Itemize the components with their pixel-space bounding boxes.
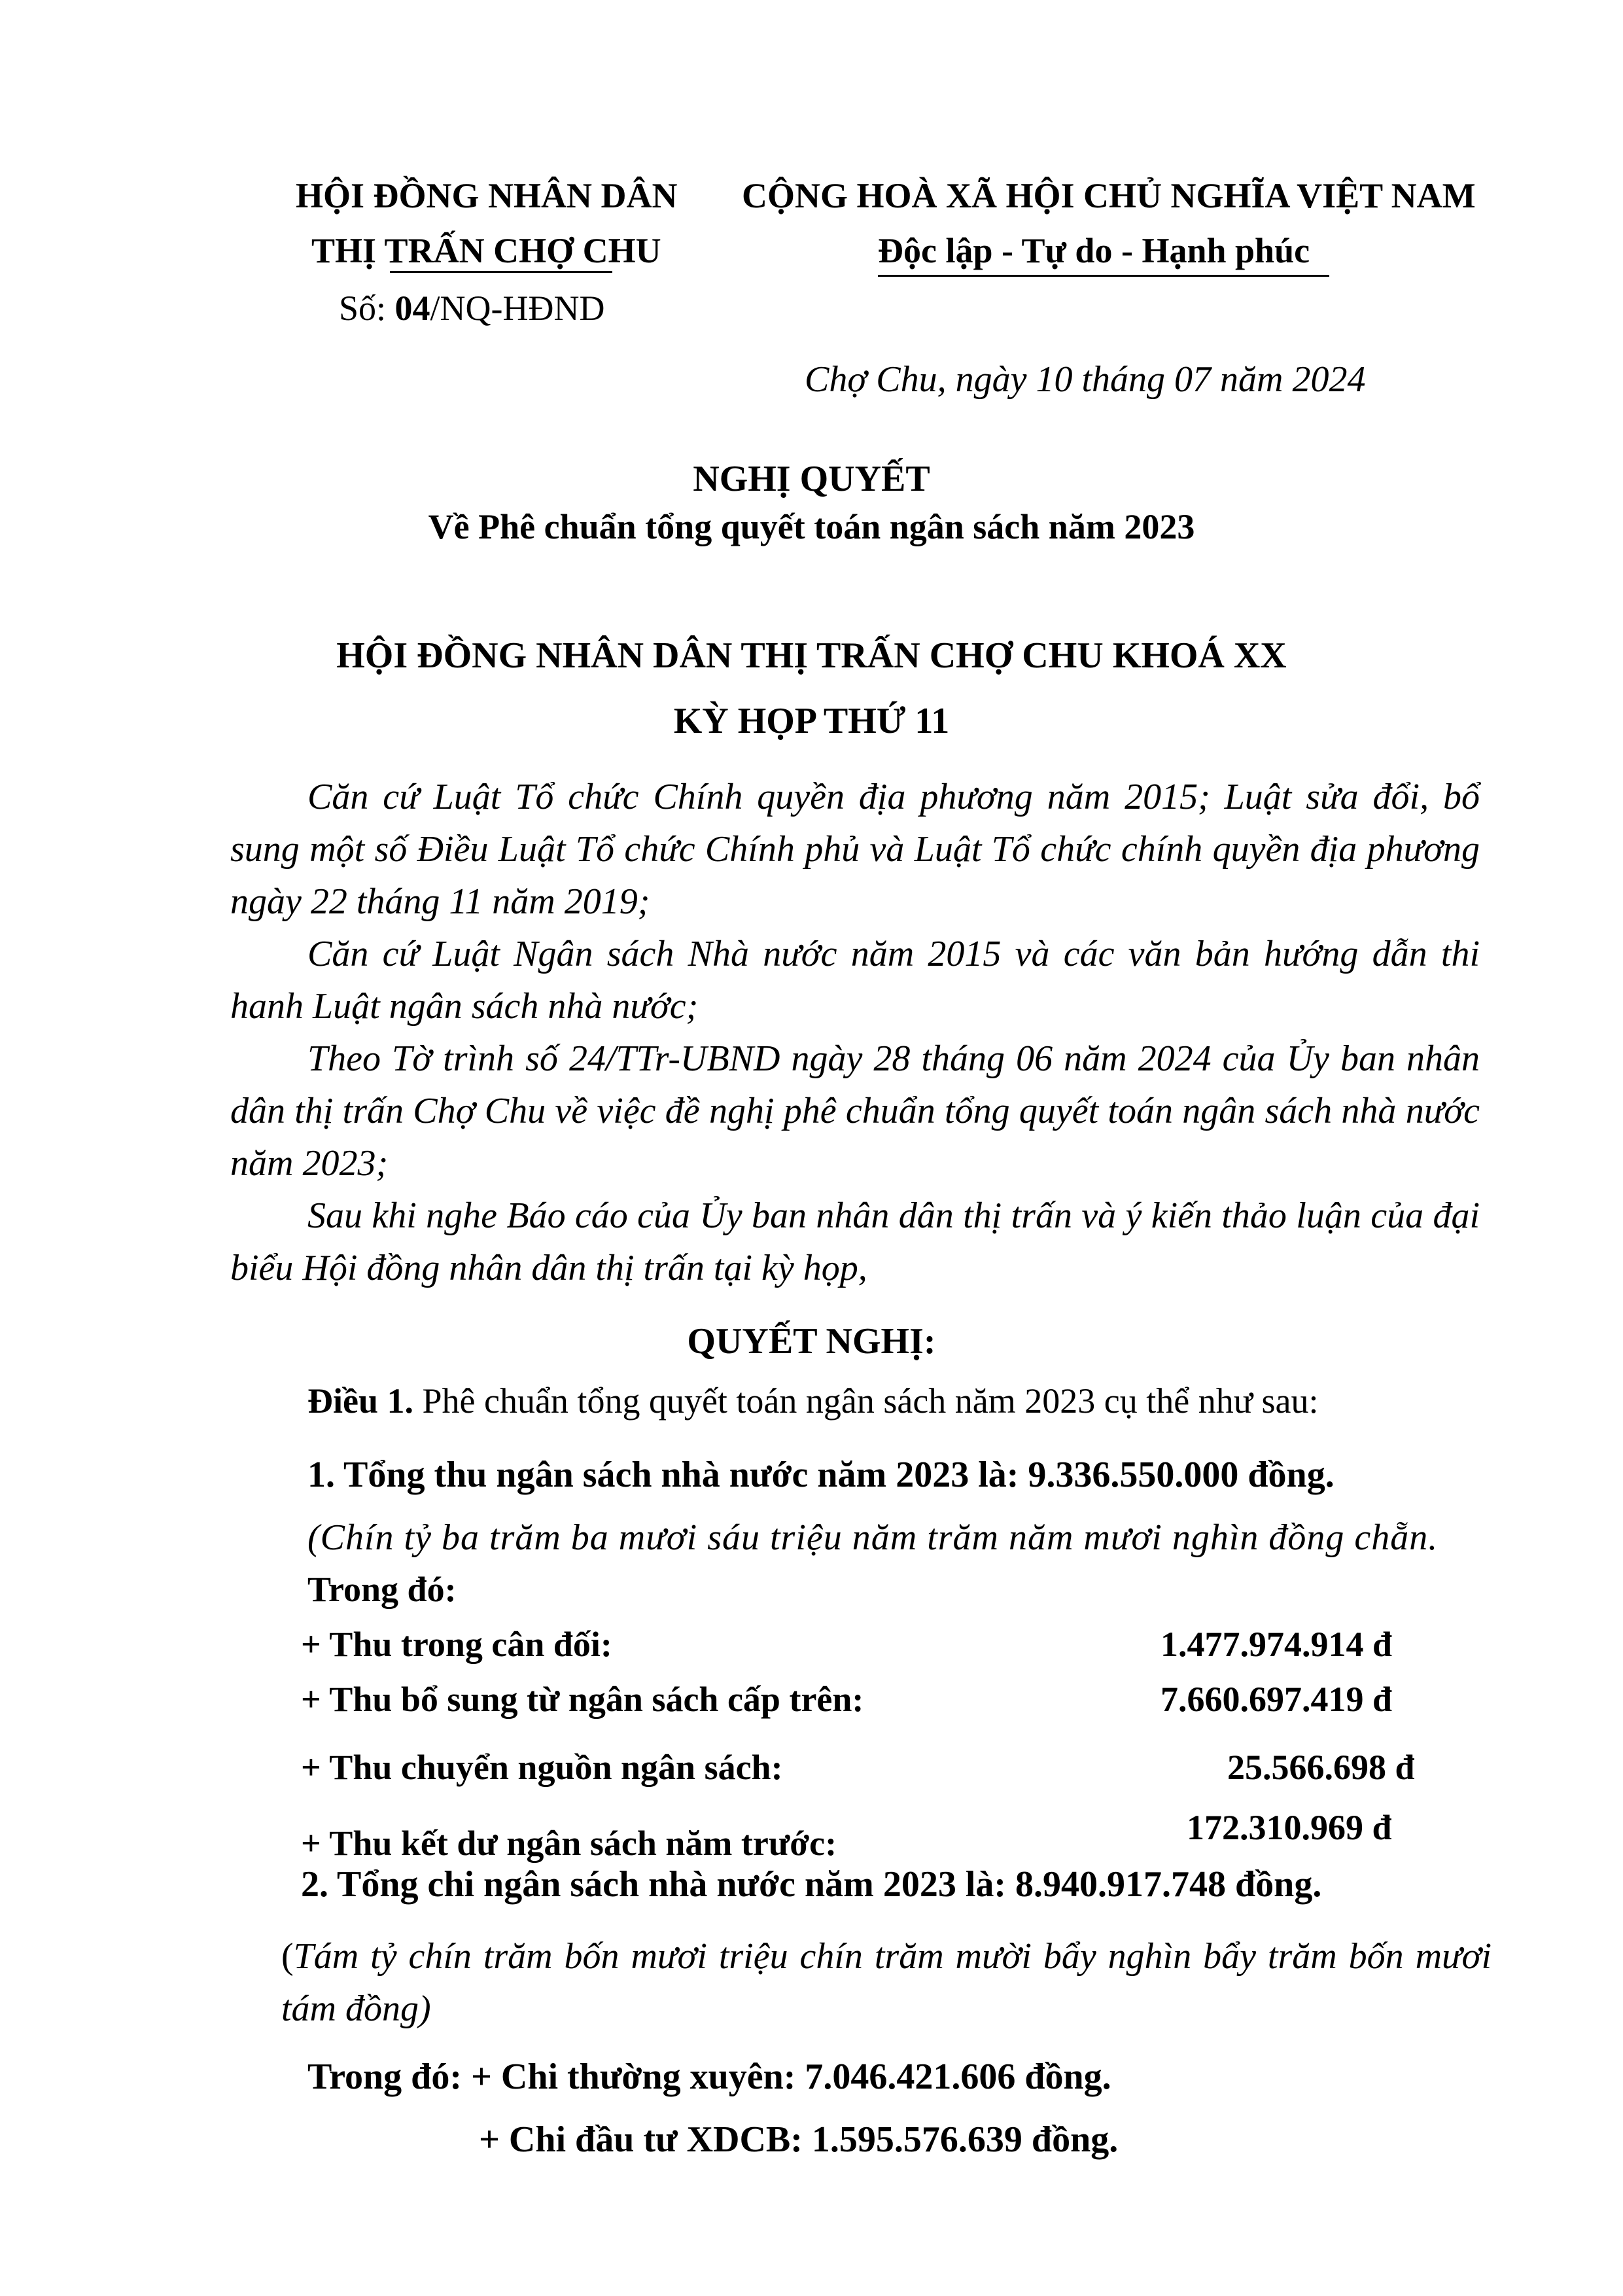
preamble-paragraph-2: Căn cứ Luật Ngân sách Nhà nước năm 2015 và các văn bản hướng dẫn thi hanh Luật ngân sách nhà nước; [230, 934, 1480, 1027]
revenue-in-words: (Chín tỷ ba trăm ba mươi sáu triệu năm trăm năm mươi nghìn đồng chẵn. [307, 1517, 1439, 1558]
council-name-line2: THỊ TRẤN CHỢ CHU [311, 231, 661, 270]
preamble-paragraph-3: Theo Tờ trình số 24/TTr-UBND ngày 28 tháng 06 năm 2024 của Ủy ban nhân dân thị trấn Chợ Chu về việc đề nghị phê chuẩn tổng quyết toán ngân sách nhà nước năm 2023; [230, 1038, 1480, 1184]
issuing-authority: HỘI ĐỒNG NHÂN DÂN THỊ TRẤN CHỢ CHU KHOÁ XX [336, 635, 1287, 676]
expense-in-words-paren: ( [281, 1936, 294, 1977]
document-number-suffix: /NQ-HĐND [430, 289, 605, 328]
document-number-prefix: Số: [339, 289, 395, 328]
article-1-label: Điều 1. [307, 1381, 413, 1421]
republic-name: CỘNG HOÀ XÃ HỘI CHỦ NGHĨA VIỆT NAM [742, 176, 1476, 215]
expense-in-words [281, 1930, 1492, 2035]
document-number [339, 288, 605, 328]
revenue-item-amount: 7.660.697.419 đ [1161, 1680, 1393, 1719]
revenue-item-label: + Thu chuyển nguồn ngân sách: [301, 1748, 783, 1787]
expense-in-words-text: Tám tỷ chín trăm bốn mươi triệu chín trăm mười bẩy nghìn bẩy trăm bốn mươi tám đồng) [281, 1936, 1492, 2029]
expense-item-investment: + Chi đầu tư XDCB: 1.595.576.639 đồng. [479, 2119, 1119, 2160]
preamble-paragraph-1: Căn cứ Luật Tổ chức Chính quyền địa phương năm 2015; Luật sửa đổi, bổ sung một số Điều Luật Tổ chức Chính phủ và Luật Tổ chức chính quyền địa phương ngày 22 tháng 11 năm 2019; [230, 777, 1480, 922]
motto-underline [878, 275, 1329, 277]
preamble-paragraph-4: Sau khi nghe Báo cáo của Ủy ban nhân dân thị trấn và ý kiến thảo luận của đại biểu Hội đồng nhân dân thị trấn tại kỳ họp, [230, 1195, 1480, 1288]
place-and-date: Chợ Chu, ngày 10 tháng 07 năm 2024 [805, 359, 1366, 400]
article-1 [307, 1381, 1318, 1421]
revenue-item-amount: 25.566.698 đ [1227, 1748, 1415, 1787]
document-subject: Về Phê chuẩn tổng quyết toán ngân sách năm 2023 [428, 507, 1195, 546]
national-motto: Độc lập - Tự do - Hạnh phúc [878, 231, 1310, 270]
council-name-line1: HỘI ĐỒNG NHÂN DÂN [296, 176, 678, 215]
council-underline [390, 271, 612, 273]
expense-item-recurrent: Trong đó: + Chi thường xuyên: 7.046.421.606 đồng. [307, 2057, 1111, 2097]
revenue-item-amount: 172.310.969 đ [1187, 1808, 1392, 1847]
revenue-total: 1. Tổng thu ngân sách nhà nước năm 2023 là: 9.336.550.000 đồng. [307, 1455, 1335, 1495]
document-type-title: NGHỊ QUYẾT [693, 459, 930, 499]
decision-heading: QUYẾT NGHỊ: [687, 1321, 936, 1362]
document-number-value: 04 [394, 289, 430, 328]
revenue-in-which: Trong đó: [307, 1570, 457, 1609]
article-1-text: Phê chuẩn tổng quyết toán ngân sách năm 2023 cụ thể như sau: [413, 1381, 1319, 1421]
revenue-item-amount: 1.477.974.914 đ [1161, 1625, 1393, 1664]
revenue-item-label: + Thu bổ sung từ ngân sách cấp trên: [301, 1680, 864, 1719]
revenue-item-label: + Thu trong cân đối: [301, 1625, 612, 1664]
revenue-item-label: + Thu kết dư ngân sách năm trước: [301, 1824, 837, 1863]
expense-total: 2. Tổng chi ngân sách nhà nước năm 2023 là: 8.940.917.748 đồng. [301, 1864, 1322, 1905]
session-title: KỲ HỌP THỨ 11 [673, 701, 950, 741]
